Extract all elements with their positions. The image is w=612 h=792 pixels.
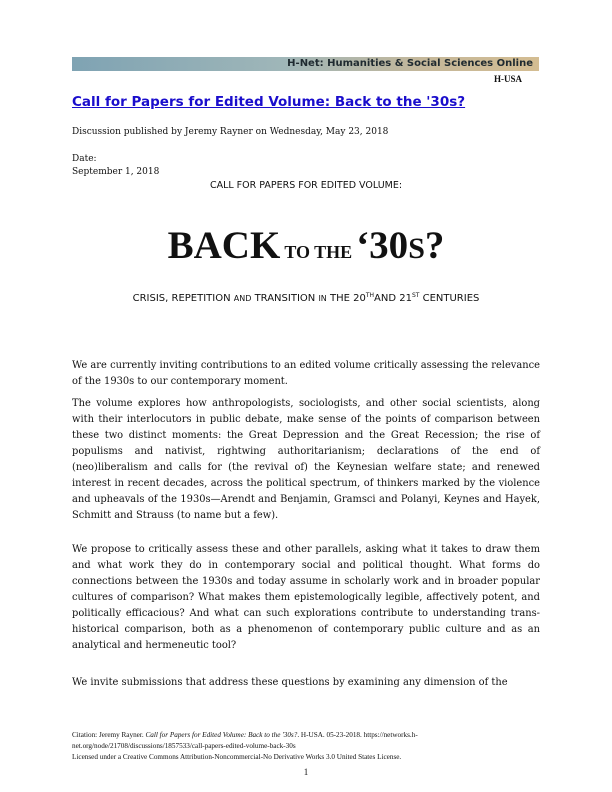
date-value: September 1, 2018	[72, 167, 160, 177]
citation-footer	[72, 730, 492, 763]
subtitle-sup: ST	[411, 292, 420, 299]
subtitle-part: IN	[318, 294, 327, 303]
subtitle-sup: TH	[365, 292, 374, 299]
network-label: H-USA	[494, 74, 523, 84]
banner-title: H-Net: Humanities & Social Sciences Online	[287, 58, 533, 69]
hnet-banner	[72, 57, 539, 71]
subtitle-part: CENTURIES	[419, 293, 480, 304]
license-text: Licensed under a Creative Commons Attribution-Noncommercial-No Derivative Works 3.0 United States License.	[72, 753, 402, 761]
paragraph-4: We invite submissions that address these questions by examining any dimension of the	[72, 677, 508, 688]
subtitle-part: TRANSITION	[251, 293, 319, 304]
title-word-back: BACK	[167, 224, 281, 267]
citation-title: Call for Papers for Edited Volume: Back to the '30s?	[145, 731, 298, 739]
title-letter-s: S	[408, 232, 425, 265]
paragraph-1: We are currently inviting contributions to an edited volume critically assessing the relevance of the 1930s to our contemporary moment.	[72, 360, 540, 387]
cfp-heading: CALL FOR PAPERS FOR EDITED VOLUME:	[209, 180, 403, 191]
citation-prefix: Citation: Jeremy Rayner.	[72, 731, 146, 739]
citation-suffix: . H-USA. 05-23-2018. https://networks.h-net.org/node/21708/discussions/1857533/call-papers-edited-volume-back-30s	[72, 731, 418, 750]
paragraph-3: We propose to critically assess these and other parallels, asking what it takes to draw them and what work they do in contemporary social and political thought. What forms do connections between the 1930s and today assume in scholarly work and in broader popular cultures of comparison? What makes them epistemologically legible, affectively potent, and politically efficacious? And what can such explorations contribute to understanding trans-historical comparison, both as a phenomenon of contemporary public culture and as an analytical and hermeneutic tool?	[72, 544, 540, 651]
volume-subtitle	[72, 292, 540, 304]
title-question: ?	[424, 224, 445, 267]
paragraph-2: The volume explores how anthropologists, sociologists, and other social scientists, along with their interlocutors in public debate, make sense of the points of comparison between these two distinct moments: the Great Depression and the Great Recession; the rise of populisms and nativist, rightwing authoritarianism; declarations of the end of (neo)liberalism and calls for (the revival of) the Keynesian welfare state; and renewed interest in recent decades, across the political spectrum, of thinkers marked by the violence and upheavals of the 1930s—Arendt and Benjamin, Gramsci and Polanyi, Keynes and Hayek, Schmitt and Strauss (to name but a few).	[72, 398, 540, 521]
published-line: Discussion published by Jeremy Rayner on Wednesday, May 23, 2018	[72, 127, 389, 137]
title-word-to-the: TO THE	[284, 242, 353, 262]
subtitle-part: THE 20	[326, 293, 366, 304]
subtitle-part: CRISIS, REPETITION	[132, 293, 234, 304]
subtitle-part: AND 21	[374, 293, 412, 304]
volume-title	[72, 222, 540, 278]
date-label: Date:	[72, 154, 97, 164]
page-number: 1	[303, 767, 309, 777]
subtitle-part: AND	[233, 294, 252, 303]
post-title-link[interactable]: Call for Papers for Edited Volume: Back to the '30s?	[72, 94, 466, 110]
title-word-30: ‘30	[356, 224, 409, 267]
